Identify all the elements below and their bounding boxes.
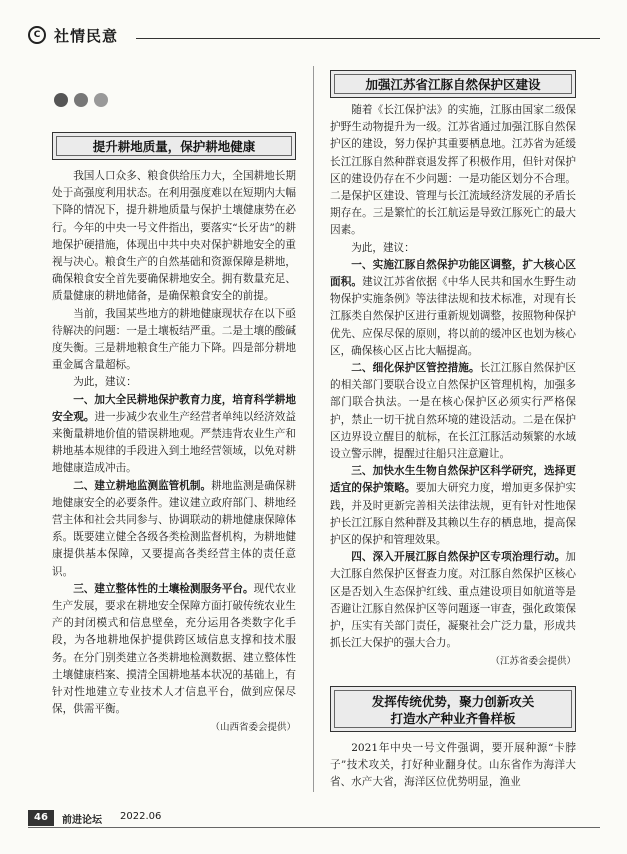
suggestion-heading: 二、建立耕地监测监管机制。 <box>73 479 212 492</box>
magazine-name: 前进论坛 <box>62 815 102 826</box>
left-article-body <box>52 168 296 736</box>
right-article-title: 加强江苏省江豚自然保护区建设 <box>365 77 541 92</box>
source-note: （山西省委会提供） <box>210 721 296 733</box>
paragraph <box>330 463 576 549</box>
suggestion-body: 建议江苏省依据《中华人民共和国水生野生动物保护实施条例》等法律法规和技术标准，对现有长江豚类自然保护区进行重新规划调整，按照物种保护优先、应保尽保的原则，将以前的缓冲区也划为核心区，确保核心区占比大幅提高。 <box>330 276 577 357</box>
page-header <box>28 24 600 50</box>
page-number: 46 <box>28 810 54 826</box>
suggestion-body: 进一步减少农业生产经营者单纯以经济效益来衡量耕地价值的错误耕地观。严禁违背农业生产和耕地基本规律的手段进入到土地经营领域，以免对耕地健康造成冲击。 <box>52 410 296 475</box>
suggestion-heading: 三、建立整体性的土壤检测服务平台。 <box>73 582 254 595</box>
paragraph: 为此，建议： <box>73 376 137 389</box>
header-rule <box>136 38 600 39</box>
suggestion-heading: 一、加大全民耕地保护教育力度，培育科学耕地安全观。 <box>52 393 296 423</box>
paragraph <box>52 392 296 478</box>
decorative-dots <box>54 92 114 111</box>
paragraph: 2021年中央一号文件强调，要开展种源“卡脖子”技术攻关，打好种业翻身仗。山东省作为海洋大省、水产大省，海洋区位优势明显，渔业 <box>330 742 576 789</box>
paragraph <box>52 478 296 581</box>
suggestion-body: 要加大研究力度，增加更多保护实践，并及时更新完善相关法律法规，更有针对性地保护长江江豚自然种群及其赖以生存的栖息地，提高保护区的保护和管理效果。 <box>330 482 577 547</box>
suggestion-body: 加大江豚自然保护区督查力度。对江豚自然保护区核心区是否划入生态保护红线、重点建设项目如航道等是否避让江豚自然保护区等问题逐一审查，强化政策保护，压实有关部门责任，凝聚社会广泛力量，形成共抓长江大保护的强大合力。 <box>330 551 576 650</box>
left-article-title: 提升耕地质量，保护耕地健康 <box>92 139 256 154</box>
paragraph: 随着《长江保护法》的实施，江豚由国家二级保护野生动物提升为一级。江苏省通过加强江豚自然保护区的建设，努力保护其重要栖息地。江苏省为延缓长江江豚自然种群衰退发挥了积极作用，但针对保护区的建设仍存在不少问题：一是功能区划分不合理。二是保护区建设、管理与长江流域经济发展的矛盾长期存在。三是繁忙的长江航运是导致江豚死亡的最大因素。 <box>330 104 576 237</box>
dot-icon <box>74 93 88 107</box>
dot-icon <box>54 93 68 107</box>
source-note: （江苏省委会提供） <box>490 655 576 667</box>
paragraph: 我国人口众多、粮食供给压力大，全国耕地长期处于高强度利用状态。在利用强度难以在短期内大幅下降的情况下，提升耕地质量与保护土壤健康势在必行。今年的中央一号文件指出，要落实“长牙齿”的耕地保护硬措施，体现出中共中央对保护耕地安全的重视与决心。粮食生产的自然基础和资源保障是耕地，确保粮食安全首先要确保耕地安全。拥有数量充足、质量健康的耕地储备，是确保粮食安全的前提。 <box>52 170 296 303</box>
third-article-title-line2: 打造水产种业齐鲁样板 <box>390 711 516 726</box>
issue-number: 2022.06 <box>120 811 162 822</box>
right-article-body <box>330 102 576 670</box>
footer-rule <box>28 827 600 828</box>
paragraph <box>330 257 576 360</box>
magazine-logo-icon: C <box>28 26 46 44</box>
paragraph <box>330 360 576 463</box>
paragraph: 为此，建议： <box>351 241 415 254</box>
dot-icon <box>94 93 108 107</box>
suggestion-body: 现代农业生产发展，要求在耕地安全保障方面打破传统农业生产的封闭模式和信息壁垒，充分运用各类数字化手段，为各地耕地保护提供跨区域信息支撑和技术服务。在分门别类建立各类耕地检测数据、建立整体性土壤健康档案、摸清全国耕地基本状况的基础上，有针对性地建立专业技术人才信息平台，做到应保尽保，供需平衡。 <box>52 582 297 716</box>
third-article-title-line1: 发挥传统优势，聚力创新攻关 <box>371 694 535 709</box>
paragraph: 当前，我国某些地方的耕地健康现状存在以下亟待解决的问题：一是土壤板结严重。二是土壤的酸碱度失衡。三是耕地粮食生产能力下降。四是部分耕地重金属含量超标。 <box>52 307 296 372</box>
left-article-title-box <box>52 132 296 160</box>
suggestion-heading: 三、加快水生生物自然保护区科学研究，选择更适宜的保护策略。 <box>330 465 576 495</box>
suggestion-heading: 四、深入开展江豚自然保护区专项治理行动。 <box>351 551 566 564</box>
paragraph <box>330 549 576 652</box>
right-article-title-box <box>330 70 576 98</box>
suggestion-heading: 二、细化保护区管控措施。 <box>351 362 480 375</box>
suggestion-body: 长江江豚自然保护区的相关部门要联合设立自然保护区管理机构，加强多部门联合执法。一是在核心保护区必须实行严格保护，禁止一切干扰自然环境的建设活动。二是在保护区边界设立醒目的航标，在长江江豚活动频繁的水域设立警示牌，提醒过往船只注意避让。 <box>330 362 576 461</box>
column-divider <box>313 66 314 792</box>
suggestion-heading: 一、实施江豚自然保护功能区调整，扩大核心区面积。 <box>330 258 576 289</box>
page-footer <box>28 810 600 828</box>
paragraph <box>52 581 296 719</box>
suggestion-body: 耕地监测是确保耕地健康安全的必要条件。建议建立政府部门、耕地经营主体和社会共同参与、协调联动的耕地健康保障体系。既要建立健全各级各类检测监督机构，为耕地健康提供基本保障，又要提高各类经营主体的责任意识。 <box>52 479 297 578</box>
third-article-title-box <box>330 686 576 732</box>
third-article-body <box>330 740 576 792</box>
section-title: 社情民意 <box>54 27 119 45</box>
